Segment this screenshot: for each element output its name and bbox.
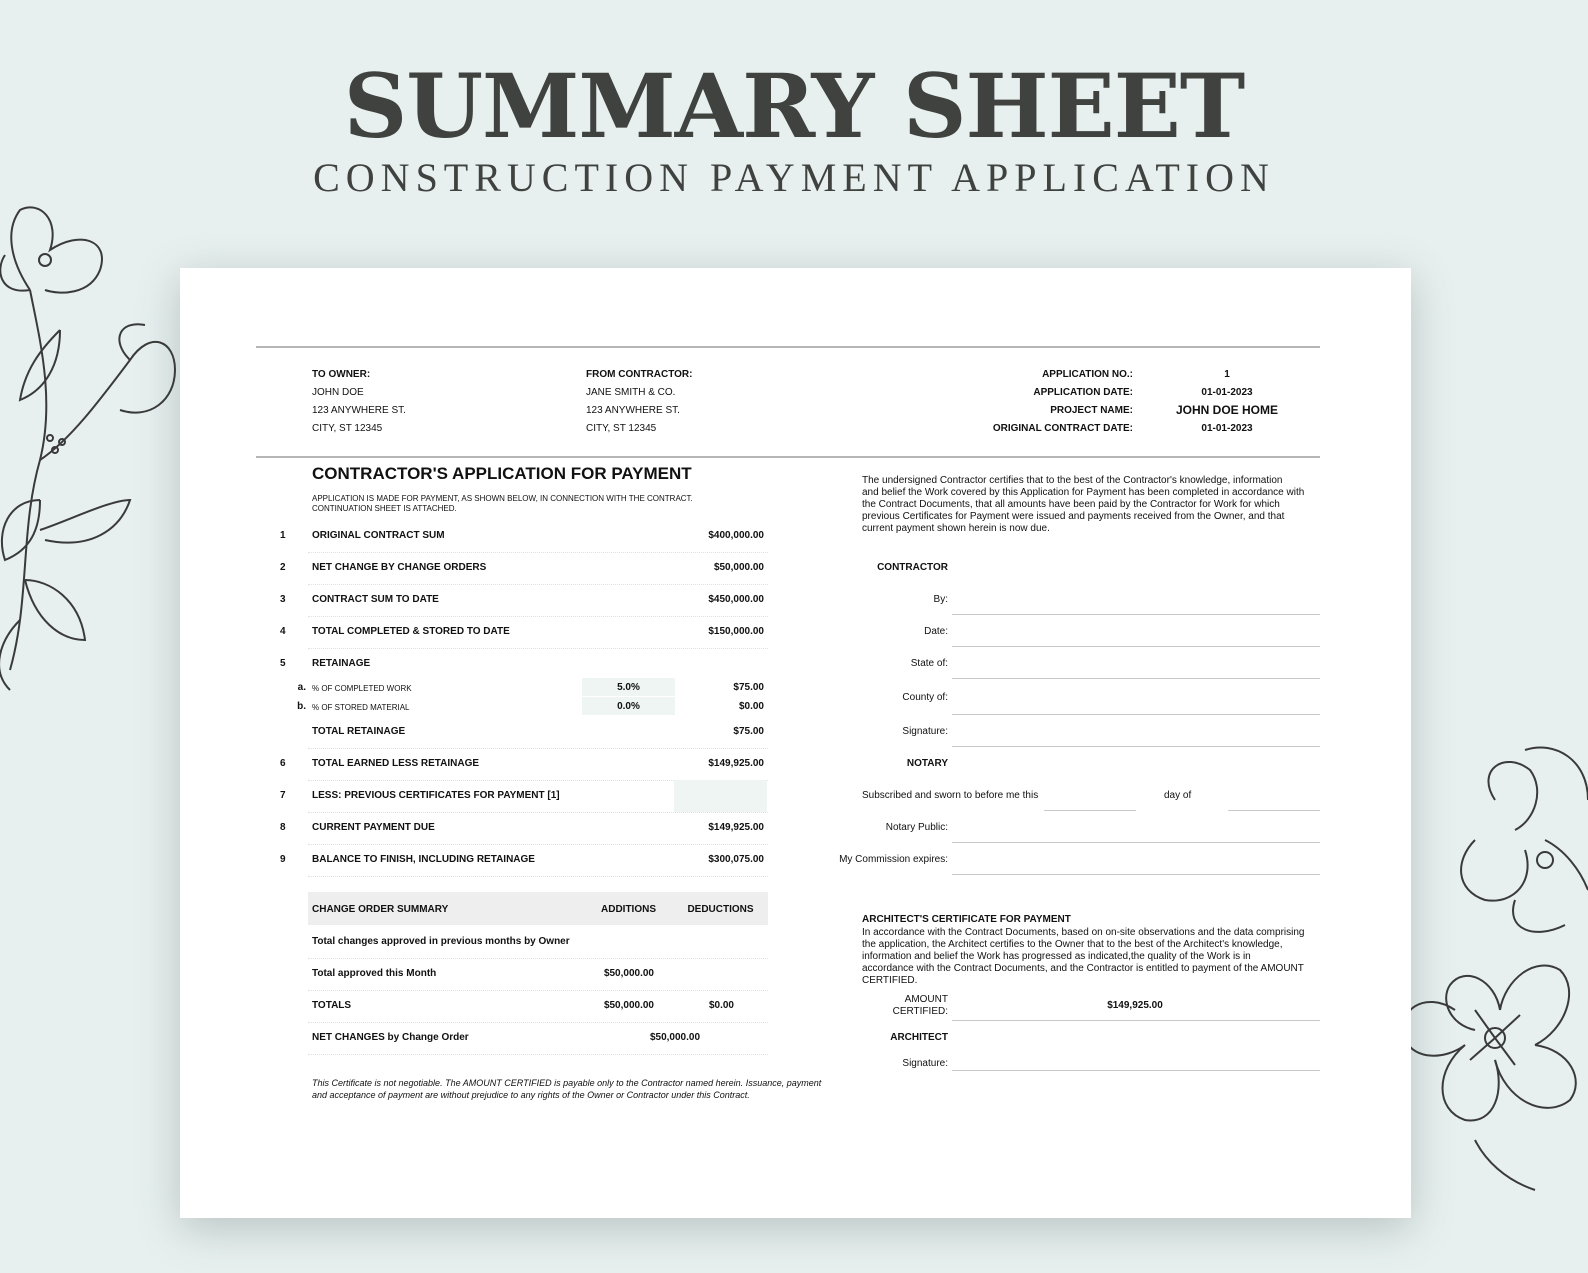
- line-number: 9: [280, 854, 286, 865]
- line-number: 5: [280, 658, 286, 669]
- line-number: 6: [280, 758, 286, 769]
- line-number: 7: [280, 790, 286, 801]
- line-label: LESS: PREVIOUS CERTIFICATES FOR PAYMENT [1]: [312, 790, 560, 801]
- owner-heading: TO OWNER:: [312, 369, 371, 380]
- contractor-signature-label: Signature:: [902, 726, 948, 737]
- change-order-header-label: CHANGE ORDER SUMMARY: [312, 904, 449, 915]
- page-title: SUMMARY SHEET: [343, 54, 1245, 158]
- header-divider: [256, 456, 1320, 458]
- by-label: By:: [933, 594, 948, 605]
- sworn-text: Subscribed and sworn to before me this: [862, 790, 1039, 801]
- row-divider: [308, 1054, 768, 1055]
- retainage-a-value: $75.00: [733, 682, 764, 693]
- notary-heading: NOTARY: [906, 758, 948, 769]
- row-divider: [308, 552, 768, 553]
- line-number: 2: [280, 562, 286, 573]
- line-label: CURRENT PAYMENT DUE: [312, 822, 435, 833]
- flower-illustration-left: [0, 200, 180, 700]
- contractor-address2: CITY, ST 12345: [586, 423, 657, 434]
- row-divider: [308, 812, 768, 813]
- change-order-deductions-header: DEDUCTIONS: [687, 904, 754, 915]
- contractor-address1: 123 ANYWHERE ST.: [586, 405, 680, 416]
- amount-certified-value: $149,925.00: [1107, 1000, 1163, 1011]
- owner-address1: 123 ANYWHERE ST.: [312, 405, 406, 416]
- row-divider: [308, 748, 768, 749]
- line-number: 4: [280, 626, 286, 637]
- total-retainage-value: $75.00: [733, 726, 764, 737]
- architect-text-line: the application, the Architect certifies to the Owner that to the best of the Architect's knowledge,: [862, 939, 1283, 950]
- architect-text-line: accordance with the Contract Documents, and the Contractor is entitled to payment of the AMOUNT: [862, 963, 1304, 974]
- change-order-label: Total approved this Month: [312, 968, 437, 979]
- retainage-b-letter: b.: [297, 701, 306, 712]
- county-line[interactable]: [952, 714, 1320, 715]
- amount-certified-label-1: AMOUNT: [904, 994, 948, 1005]
- certification-line: the Contract Documents, that all amounts have been paid by the Contractor for Work for which: [862, 499, 1280, 510]
- certification-line: current payment shown herein is now due.: [862, 523, 1050, 534]
- line-number: 3: [280, 594, 286, 605]
- line-number: 1: [280, 530, 286, 541]
- top-divider: [256, 346, 1320, 348]
- owner-address2: CITY, ST 12345: [312, 423, 383, 434]
- retainage-a-letter: a.: [297, 682, 306, 693]
- change-order-additions: $50,000.00: [603, 1000, 654, 1011]
- line-value: $149,925.00: [708, 758, 764, 769]
- line-label: RETAINAGE: [312, 658, 371, 669]
- line-label: ORIGINAL CONTRACT SUM: [312, 530, 445, 541]
- certification-line: and belief the Work covered by this Application for Payment has been completed in accordance with: [862, 487, 1305, 498]
- contractor-sig-heading: CONTRACTOR: [877, 562, 948, 573]
- architect-heading: ARCHITECT'S CERTIFICATE FOR PAYMENT: [862, 914, 1071, 925]
- line-value: $300,075.00: [708, 854, 764, 865]
- certification-line: previous Certificates for Payment were issued and payments received from the Owner, and that: [862, 511, 1285, 522]
- page-subtitle: CONSTRUCTION PAYMENT APPLICATION: [313, 155, 1275, 200]
- line-number: 8: [280, 822, 286, 833]
- flower-illustration-right: [1395, 740, 1588, 1200]
- disclaimer-line-1: This Certificate is not negotiable. The AMOUNT CERTIFIED is payable only to the Contractor named herein. Issuance, payment: [312, 1078, 822, 1088]
- retainage-b-percent: 0.0%: [617, 701, 640, 712]
- original-contract-date-label: ORIGINAL CONTRACT DATE:: [992, 423, 1133, 434]
- sworn-month-line[interactable]: [1228, 810, 1320, 811]
- line-value: $400,000.00: [708, 530, 764, 541]
- date-line[interactable]: [952, 646, 1320, 647]
- commission-label: My Commission expires:: [839, 854, 948, 865]
- architect-signature-line[interactable]: [952, 1070, 1320, 1071]
- sworn-day-line[interactable]: [1044, 810, 1136, 811]
- architect-text: [862, 927, 1322, 987]
- line-label: BALANCE TO FINISH, INCLUDING RETAINAGE: [312, 854, 535, 865]
- row-divider: [308, 584, 768, 585]
- architect-text-line: CERTIFIED.: [862, 975, 918, 986]
- architect-sig-heading: ARCHITECT: [890, 1032, 948, 1043]
- contractor-name: JANE SMITH & CO.: [586, 387, 676, 398]
- retainage-a-label: % OF COMPLETED WORK: [312, 684, 412, 693]
- notary-public-label: Notary Public:: [885, 822, 948, 833]
- line-value: $149,925.00: [708, 822, 764, 833]
- architect-text-line: information and belief the Work has progressed as indicated,the quality of the Work is in: [862, 951, 1251, 962]
- notary-public-line[interactable]: [952, 842, 1320, 843]
- application-date-label: APPLICATION DATE:: [1033, 387, 1133, 398]
- row-divider: [308, 844, 768, 845]
- state-label: State of:: [910, 658, 948, 669]
- row-divider: [308, 1022, 768, 1023]
- amount-certified-line: [952, 1020, 1320, 1021]
- line-label: NET CHANGE BY CHANGE ORDERS: [312, 562, 487, 573]
- application-note-2: CONTINUATION SHEET IS ATTACHED.: [312, 504, 457, 513]
- commission-line[interactable]: [952, 874, 1320, 875]
- contractor-heading: FROM CONTRACTOR:: [586, 369, 693, 380]
- architect-text-line: In accordance with the Contract Documents, based on on-site observations and the data comprising: [862, 927, 1305, 938]
- by-signature-line[interactable]: [952, 614, 1320, 615]
- certification-line: The undersigned Contractor certifies that to the best of the Contractor's knowledge, information: [862, 475, 1283, 486]
- county-label: County of:: [902, 692, 948, 703]
- row-divider: [308, 958, 768, 959]
- retainage-b-label: % OF STORED MATERIAL: [312, 703, 410, 712]
- retainage-b-value: $0.00: [738, 701, 764, 712]
- document-sheet: [180, 268, 1411, 1218]
- change-order-additions: $50,000.00: [603, 968, 654, 979]
- architect-signature-label: Signature:: [902, 1058, 948, 1069]
- previous-certificates-field[interactable]: [674, 780, 767, 812]
- line-value: $150,000.00: [708, 626, 764, 637]
- line-label: TOTAL EARNED LESS RETAINAGE: [312, 758, 480, 769]
- day-of-text: day of: [1164, 790, 1192, 801]
- change-order-deductions: $0.00: [708, 1000, 734, 1011]
- line-label: TOTAL COMPLETED & STORED TO DATE: [312, 626, 510, 637]
- application-title: CONTRACTOR'S APPLICATION FOR PAYMENT: [312, 464, 692, 483]
- owner-name: JOHN DOE: [312, 387, 364, 398]
- net-changes-value: $50,000.00: [649, 1032, 701, 1043]
- project-name-label: PROJECT NAME:: [1050, 405, 1133, 416]
- certification-text: [862, 475, 1322, 535]
- row-divider: [308, 648, 768, 649]
- date-label: Date:: [924, 626, 948, 637]
- total-retainage-label: TOTAL RETAINAGE: [312, 726, 406, 737]
- project-name-value: JOHN DOE HOME: [1175, 403, 1278, 417]
- state-line[interactable]: [952, 678, 1320, 679]
- change-order-label: Total changes approved in previous months by Owner: [312, 936, 570, 947]
- application-date-value: 01-01-2023: [1201, 387, 1253, 398]
- application-no-label: APPLICATION NO.:: [1042, 369, 1133, 380]
- row-divider: [308, 616, 768, 617]
- row-divider: [308, 876, 768, 877]
- amount-certified-label-2: CERTIFIED:: [892, 1006, 948, 1017]
- line-label: CONTRACT SUM TO DATE: [312, 594, 439, 605]
- application-no-value: 1: [1224, 369, 1230, 380]
- original-contract-date-value: 01-01-2023: [1201, 423, 1253, 434]
- line-value: $450,000.00: [708, 594, 764, 605]
- row-divider: [308, 990, 768, 991]
- net-changes-label: NET CHANGES by Change Order: [312, 1032, 469, 1043]
- change-order-additions-header: ADDITIONS: [601, 904, 656, 915]
- change-order-label: TOTALS: [312, 1000, 352, 1011]
- retainage-a-percent: 5.0%: [617, 682, 640, 693]
- line-value: $50,000.00: [713, 562, 764, 573]
- application-note-1: APPLICATION IS MADE FOR PAYMENT, AS SHOWN BELOW, IN CONNECTION WITH THE CONTRACT.: [312, 494, 693, 503]
- contractor-signature-line[interactable]: [952, 746, 1320, 747]
- disclaimer-line-2: and acceptance of payment are without prejudice to any rights of the Owner or Contractor under this Contract.: [312, 1090, 750, 1100]
